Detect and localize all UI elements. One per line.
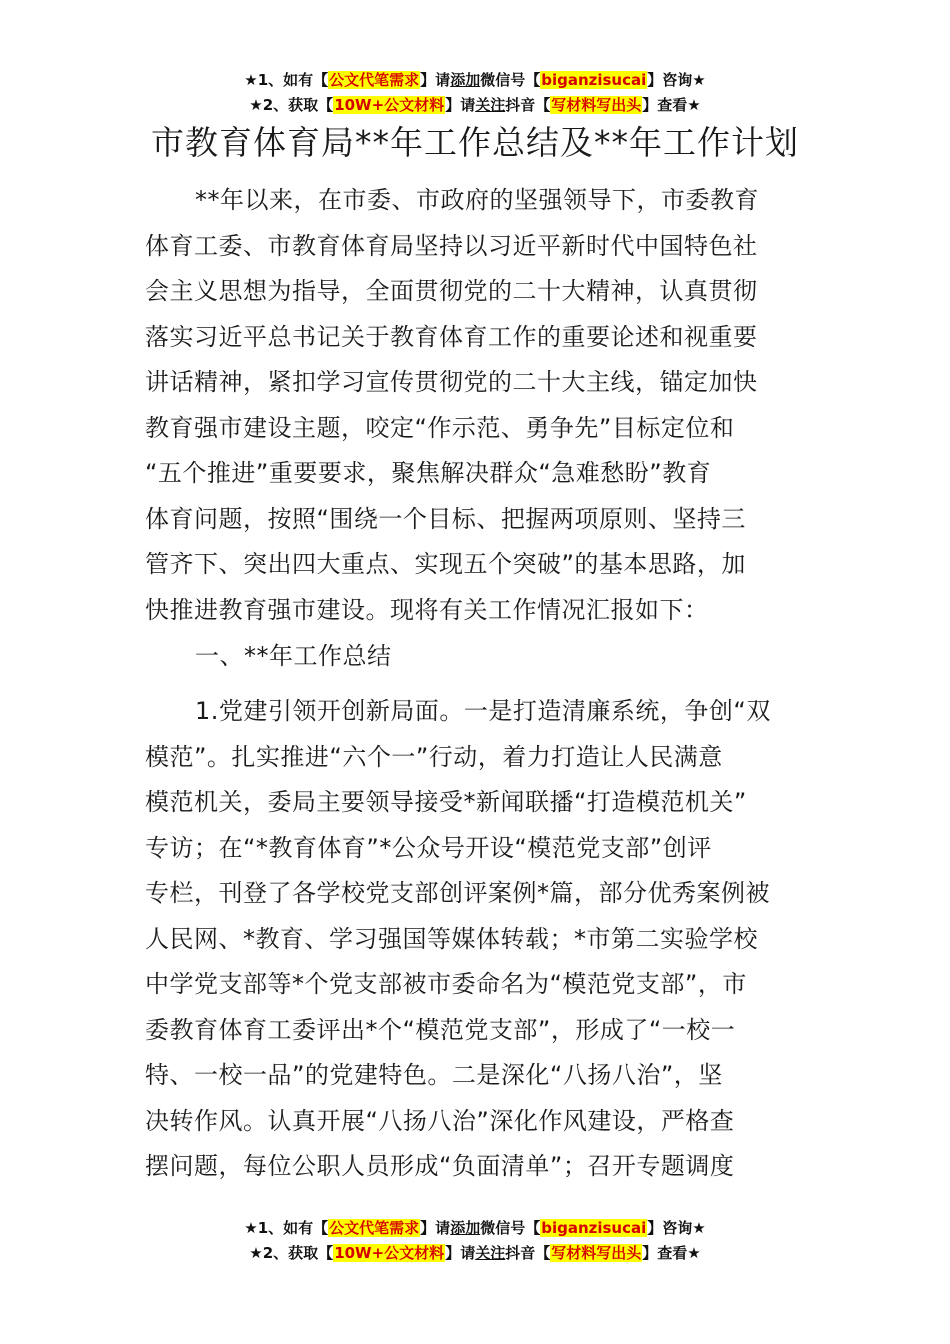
text-line: 模范机关，委局主要领导接受*新闻联播“打造模范机关”: [145, 788, 747, 816]
text-line: 特、一校一品”的党建特色。二是深化“八扬八治”，坚: [145, 1061, 723, 1089]
text-line: 摆问题，每位公职人员形成“负面清单”；召开专题调度: [145, 1152, 735, 1180]
text-line: “五个推进”重要要求，聚焦解决群众“急难愁盼”教育: [145, 459, 712, 487]
text-line: 体育工委、市教育体育局坚持以习近平新时代中国特色社: [145, 231, 758, 260]
banner-line-2: ★2、获取【10W+公文材料】请关注抖音【写材料写出头】查看★: [249, 1244, 701, 1262]
text-line: **年以来，在市委、市政府的坚强领导下，市委教育: [195, 186, 759, 214]
document-title: 市教育体育局**年工作总结及**年工作计划: [151, 123, 799, 162]
section-heading-text: 一、**年工作总结: [195, 642, 392, 670]
text-line: 模范”。扎实推进“六个一”行动，着力打造让人民满意: [145, 742, 723, 771]
intro-paragraph: [145, 178, 810, 633]
highlight-materials: 10W+公文材料: [334, 1244, 445, 1262]
highlight-wechat-id: biganzisucai: [541, 1219, 647, 1237]
text-line: 快推进教育强市建设。现将有关工作情况汇报如下：: [145, 595, 709, 624]
highlight-douyin: 写材料写出头: [551, 96, 642, 114]
text-line: 人民网、*教育、学习强国等媒体转载；*市第二实验学校: [145, 924, 758, 953]
text-line: 管齐下、突出四大重点、实现五个突破”的基本思路，加: [145, 550, 746, 578]
highlight-wechat-id: biganzisucai: [541, 71, 647, 89]
text-line: 专栏，刊登了各学校党支部创评案例*篇，部分优秀案例被: [145, 879, 770, 907]
text-line: 决转作风。认真开展“八扬八治”深化作风建设，严格查: [145, 1106, 735, 1135]
highlight-service: 公文代笔需求: [329, 71, 420, 89]
top-banner: [0, 68, 950, 118]
banner-line-1: ★1、如有【公文代笔需求】请添加微信号【biganzisucai】咨询★: [244, 71, 706, 89]
banner-line-1: ★1、如有【公文代笔需求】请添加微信号【biganzisucai】咨询★: [244, 1219, 706, 1237]
section-paragraph: [145, 689, 810, 1190]
bottom-banner: [0, 1216, 950, 1266]
highlight-douyin: 写材料写出头: [551, 1244, 642, 1262]
text-line: 专访；在“*教育体育”*公众号开设“模范党支部”创评: [145, 833, 712, 862]
text-line: 会主义思想为指导，全面贯彻党的二十大精神，认真贯彻: [145, 277, 758, 305]
text-line: 委教育体育工委评出*个“模范党支部”，形成了“一校一: [145, 1015, 736, 1044]
text-line: 讲话精神，紧扣学习宣传贯彻党的二十大主线，锚定加快: [145, 368, 758, 396]
highlight-service: 公文代笔需求: [329, 1219, 420, 1237]
text-line: 体育问题，按照“围绕一个目标、把握两项原则、坚持三: [145, 504, 746, 533]
text-line: 教育强市建设主题，咬定“作示范、勇争先”目标定位和: [145, 413, 735, 442]
text-line: 落实习近平总书记关于教育体育工作的重要论述和视重要: [145, 322, 758, 351]
section-heading: [145, 634, 810, 680]
text-line: 1.党建引领开创新局面。一是打造清廉系统，争创“双: [195, 697, 771, 725]
highlight-materials: 10W+公文材料: [334, 96, 445, 114]
banner-line-2: ★2、获取【10W+公文材料】请关注抖音【写材料写出头】查看★: [249, 96, 701, 114]
text-line: 中学党支部等*个党支部被市委命名为“模范党支部”，市: [145, 970, 747, 998]
